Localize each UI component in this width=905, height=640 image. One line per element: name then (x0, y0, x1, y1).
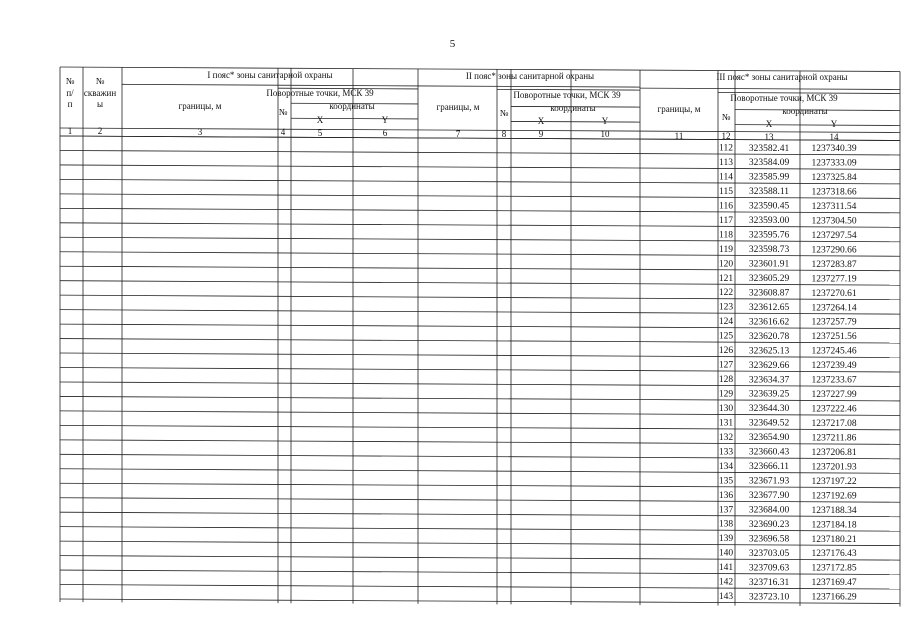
x-coordinate-cell: 323608.87 (748, 288, 790, 299)
point-number-cell: 135 (718, 476, 734, 487)
point-number-cell: 120 (718, 259, 734, 270)
y-coordinate-cell: 1237251.56 (811, 332, 857, 343)
x-coordinate-cell: 323654.90 (748, 433, 790, 444)
point-number-cell: 139 (718, 534, 734, 545)
x-coordinate-cell: 323620.78 (748, 331, 790, 342)
point-number-cell: 131 (718, 418, 734, 429)
point-number-cell: 142 (718, 577, 734, 588)
y-coordinate-cell: 1237264.14 (811, 303, 857, 314)
x-coordinate-cell: 323639.25 (748, 389, 790, 400)
column-number: 2 (97, 126, 103, 136)
table-header (66, 70, 848, 129)
y-coordinate-cell: 1237245.46 (811, 346, 857, 357)
column-number: 13 (764, 132, 774, 142)
header-well-symbol: № (95, 76, 105, 86)
y-coordinate-cell: 1237233.67 (811, 375, 857, 386)
column-number: 11 (674, 131, 684, 141)
point-number-cell: 125 (718, 331, 734, 342)
header-well-line2: скважин (83, 88, 117, 98)
y-coordinate-cell: 1237311.54 (811, 201, 857, 212)
x-coordinate-cell: 323582.41 (748, 143, 790, 154)
zone3-y-header: Y (830, 119, 838, 129)
y-coordinate-cell: 1237197.22 (811, 476, 857, 487)
x-coordinate-cell: 323709.63 (748, 563, 790, 574)
column-number: 14 (829, 132, 839, 142)
column-number: 1 (67, 126, 73, 136)
point-number-cell: 118 (719, 230, 733, 241)
point-number-cell: 141 (718, 563, 734, 574)
point-number-cell: 116 (719, 201, 733, 212)
x-coordinate-cell: 323696.58 (748, 534, 790, 545)
zone1-borders-header: границы, м (178, 101, 222, 111)
y-coordinate-cell: 1237283.87 (811, 259, 857, 270)
x-coordinate-cell: 323677.90 (748, 491, 790, 502)
y-coordinate-cell: 1237172.85 (811, 563, 857, 574)
x-coordinate-cell: 323660.43 (748, 447, 790, 458)
point-number-cell: 132 (718, 432, 734, 443)
y-coordinate-cell: 1237169.47 (811, 578, 857, 589)
point-number-cell: 130 (718, 403, 734, 414)
point-number-cell: 115 (719, 186, 733, 197)
zone2-x-header: X (537, 116, 545, 126)
x-coordinate-cell: 323598.73 (748, 245, 790, 256)
y-coordinate-cell: 1237166.29 (811, 592, 857, 603)
point-number-cell: 113 (719, 158, 733, 169)
y-coordinate-cell: 1237176.43 (811, 549, 857, 560)
zone3-borders-header: границы, м (657, 104, 701, 114)
point-number-cell: 134 (718, 461, 734, 472)
x-coordinate-cell: 323595.76 (748, 230, 790, 241)
x-coordinate-cell: 323612.65 (748, 302, 790, 313)
y-coordinate-cell: 1237201.93 (811, 462, 857, 473)
column-number: 7 (455, 129, 461, 139)
y-coordinate-cell: 1237277.19 (811, 274, 857, 285)
point-number-cell: 128 (718, 375, 734, 386)
point-number-cell: 114 (719, 172, 733, 183)
header-num-line3: п (67, 99, 73, 109)
point-number-cell: 124 (718, 317, 734, 328)
zone3-point-num-header: № (721, 112, 731, 122)
point-number-cell: 122 (718, 288, 734, 299)
column-number: 8 (501, 129, 507, 139)
zone2-y-header: Y (601, 116, 609, 126)
x-coordinate-cell: 323593.00 (748, 216, 790, 227)
x-coordinate-cell: 323666.11 (748, 462, 790, 473)
zone1-coordinates-header: координаты (329, 101, 375, 111)
column-number: 10 (600, 129, 610, 139)
zone1-x-header: X (316, 115, 324, 125)
header-num-symbol: № (65, 76, 75, 86)
x-coordinate-cell: 323616.62 (748, 317, 790, 328)
y-coordinate-cell: 1237188.34 (811, 505, 857, 516)
point-number-cell: 117 (719, 215, 733, 226)
y-coordinate-cell: 1237206.81 (811, 447, 857, 458)
zone1-point-num-header: № (278, 107, 288, 117)
zone2-turning-points-header: Поворотные точки, МСК 39 (513, 90, 621, 100)
x-coordinate-cell: 323684.00 (748, 505, 790, 516)
column-number: 3 (197, 127, 203, 137)
header-num-line2: п/ (66, 88, 74, 98)
column-number: 4 (280, 127, 286, 137)
y-coordinate-cell: 1237333.09 (811, 158, 857, 169)
x-coordinate-cell: 323625.13 (748, 346, 790, 357)
column-number: 9 (538, 129, 544, 139)
point-number-cell: 112 (719, 143, 733, 154)
point-number-cell: 126 (718, 346, 734, 357)
zone3-title: III пояс* зоны санитарной охраны (716, 72, 848, 82)
x-coordinate-cell: 323585.99 (748, 172, 790, 183)
y-coordinate-cell: 1237211.86 (811, 433, 857, 444)
zone1-turning-points-header: Поворотные точки, МСК 39 (266, 88, 374, 98)
x-coordinate-cell: 323671.93 (748, 476, 790, 487)
x-coordinate-cell: 323644.30 (748, 404, 790, 415)
x-coordinate-cell: 323690.23 (748, 519, 790, 530)
zone3-x-header: X (765, 119, 773, 129)
zone2-xy-line (511, 121, 640, 122)
zone1-y-header: Y (381, 115, 389, 125)
x-coordinate-cell: 323588.11 (748, 187, 790, 198)
zone3-xy-line (735, 125, 900, 126)
y-coordinate-cell: 1237192.69 (811, 491, 857, 502)
x-coordinate-cell: 323629.66 (748, 360, 790, 371)
point-number-cell: 123 (718, 302, 734, 313)
zone1-title-line (122, 84, 418, 86)
zone2-title: II пояс* зоны санитарной охраны (465, 71, 595, 81)
point-number-cell: 129 (718, 389, 734, 400)
point-number-cell: 143 (718, 592, 734, 603)
x-coordinate-cell: 323723.10 (748, 592, 790, 603)
y-coordinate-cell: 1237222.46 (811, 404, 857, 415)
y-coordinate-cell: 1237184.18 (811, 520, 857, 531)
x-coordinate-cell: 323716.31 (748, 577, 790, 588)
point-number-cell: 127 (718, 360, 734, 371)
point-number-cell: 119 (719, 244, 733, 255)
y-coordinate-cell: 1237297.54 (811, 230, 857, 241)
point-number-cell: 136 (718, 490, 734, 501)
point-number-cell: 133 (718, 447, 734, 458)
header-well-line3: ы (96, 99, 104, 109)
x-coordinate-cell: 323703.05 (748, 548, 790, 559)
zone3-turning-points-header: Поворотные точки, МСК 39 (730, 93, 838, 103)
zone2-coordinates-header: координаты (550, 103, 596, 113)
y-coordinate-cell: 1237290.66 (811, 245, 857, 256)
x-coordinate-cell: 323590.45 (748, 201, 790, 212)
column-number: 6 (382, 128, 388, 138)
zone2-point-num-header: № (499, 108, 509, 118)
zone2-title-line (418, 86, 640, 87)
y-coordinate-cell: 1237304.50 (811, 216, 857, 227)
zone1-xy-line (291, 118, 418, 119)
page-number: 5 (449, 38, 456, 50)
zone3-coordinates-header: координаты (782, 106, 828, 116)
zone1-title: I пояс* зоны санитарной охраны (207, 70, 333, 80)
y-coordinate-cell: 1237180.21 (811, 534, 857, 545)
y-coordinate-cell: 1237239.49 (811, 361, 857, 372)
zone2-borders-header: границы, м (436, 102, 480, 112)
column-number-row-top (60, 128, 900, 133)
x-coordinate-cell: 323649.52 (748, 418, 790, 429)
x-coordinate-cell: 323605.29 (748, 273, 790, 284)
point-number-cell: 140 (718, 548, 734, 559)
y-coordinate-cell: 1237217.08 (811, 419, 857, 430)
y-coordinate-cell: 1237227.99 (811, 390, 857, 401)
y-coordinate-cell: 1237257.79 (811, 317, 857, 328)
x-coordinate-cell: 323584.09 (748, 158, 790, 169)
y-coordinate-cell: 1237340.39 (811, 144, 857, 155)
point-number-cell: 121 (718, 273, 734, 284)
column-number: 12 (721, 131, 731, 141)
zone3-title-line (640, 88, 900, 89)
table-row-line (60, 136, 900, 141)
y-coordinate-cell: 1237325.84 (811, 173, 857, 184)
x-coordinate-cell: 323634.37 (748, 375, 790, 386)
x-coordinate-cell: 323601.91 (748, 259, 790, 270)
point-number-cell: 137 (718, 505, 734, 516)
y-coordinate-cell: 1237318.66 (811, 187, 857, 198)
column-number: 5 (317, 128, 323, 138)
point-number-cell: 138 (718, 519, 734, 530)
y-coordinate-cell: 1237270.61 (811, 288, 857, 299)
